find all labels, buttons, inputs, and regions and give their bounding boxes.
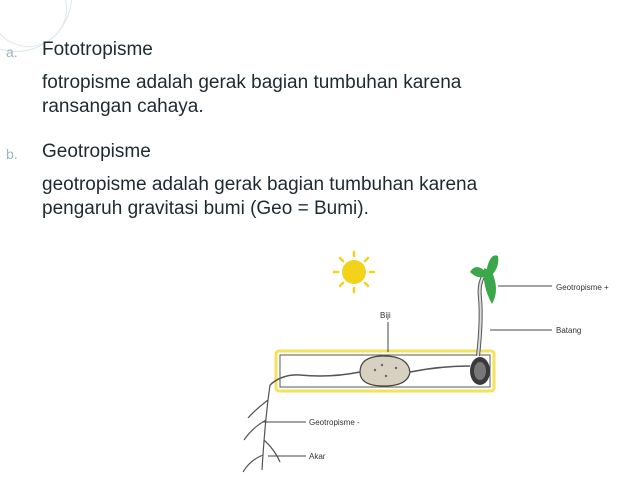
leaf-icon [470,255,498,304]
definition-line: fotropisme adalah gerak bagian tumbuhan karena [42,72,462,93]
label-geotropisme-negative: Geotropisme - [309,418,360,427]
label-batang: Batang [556,326,582,335]
list-marker-b: b. [6,146,18,162]
sun-icon [334,252,374,292]
definition-line: ransangan cahaya. [42,96,204,117]
label-akar: Akar [309,452,326,461]
definition-line: pengaruh gravitasi bumi (Geo = Bumi). [42,198,369,219]
label-geotropisme-positive: Geotropisme + [556,283,609,292]
heading-fototropisme: Fototropisme [42,39,153,60]
seed-icon [360,356,410,386]
label-biji: Biji [380,311,391,320]
roots [243,385,280,472]
heading-geotropisme: Geotropisme [42,141,151,162]
list-marker-a: a. [6,44,18,60]
definition-line: geotropisme adalah gerak bagian tumbuhan karena [42,174,478,195]
